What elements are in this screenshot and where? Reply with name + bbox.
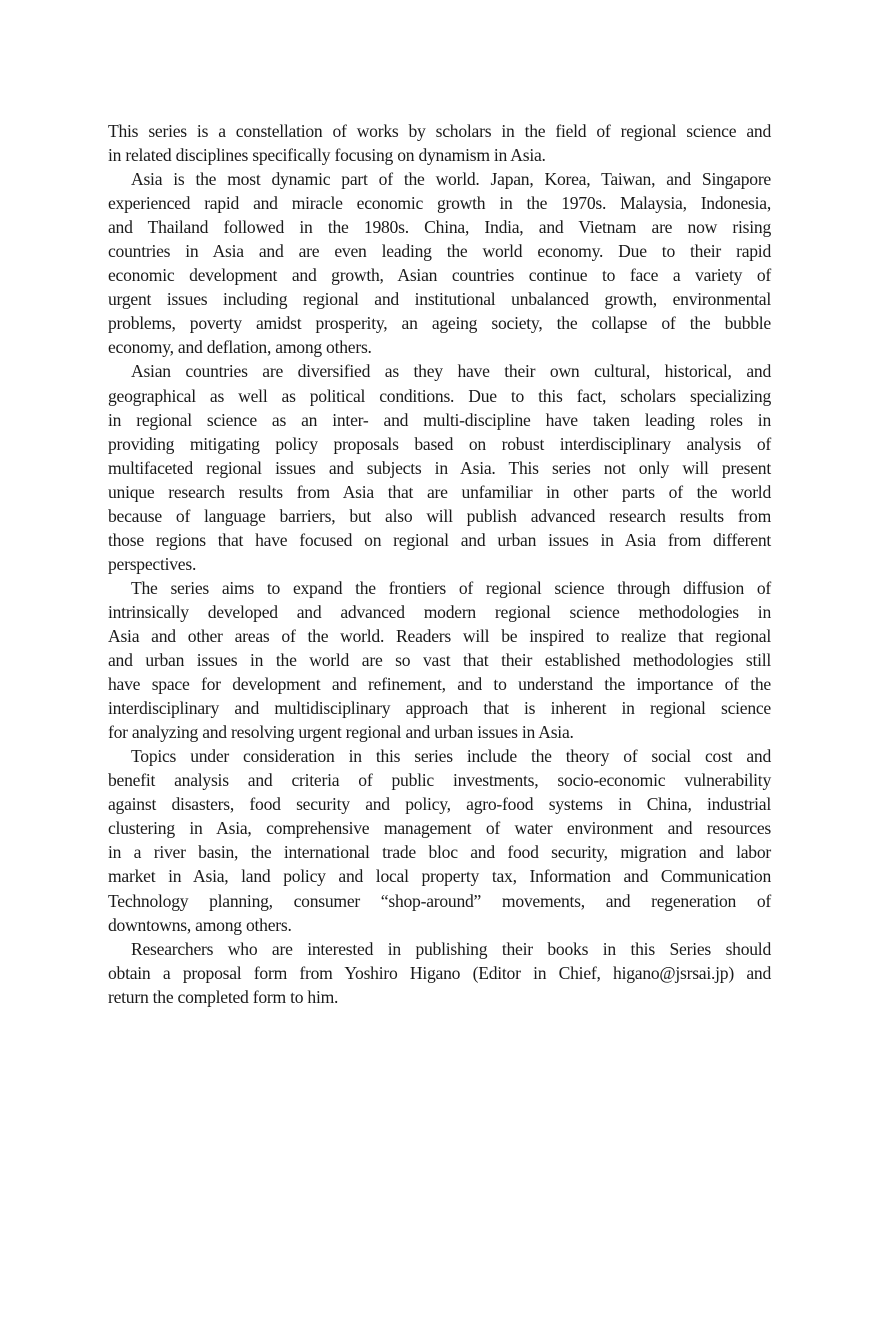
text-line: against disasters, food security and policy, agro-food systems in China, industrial — [108, 794, 771, 815]
text-line: Asia is the most dynamic part of the world. Japan, Korea, Taiwan, and Singapore — [131, 169, 771, 190]
text-line: economic development and growth, Asian countries continue to face a variety of — [108, 265, 771, 286]
text-line: in regional science as an inter- and multi-discipline have taken leading roles in — [108, 409, 771, 430]
paragraph — [108, 167, 771, 359]
text-line: have space for development and refinement, and to understand the importance of the — [108, 674, 771, 695]
text-line: interdisciplinary and multidisciplinary approach that is inherent in regional science — [108, 698, 771, 719]
text-line: Topics under consideration in this series include the theory of social cost and — [131, 746, 771, 767]
text-line: perspectives. — [108, 553, 197, 574]
text-line: providing mitigating policy proposals based on robust interdisciplinary analysis of — [108, 433, 771, 454]
paragraph — [108, 576, 771, 744]
text-line: multifaceted regional issues and subjects in Asia. This series not only will present — [108, 457, 771, 478]
text-line: experienced rapid and miracle economic growth in the 1970s. Malaysia, Indonesia, — [108, 193, 771, 214]
text-line: in a river basin, the international trade bloc and food security, migration and labor — [108, 842, 771, 863]
text-line: unique research results from Asia that are unfamiliar in other parts of the world — [108, 481, 771, 502]
paragraph — [108, 119, 771, 167]
text-line: in related disciplines specifically focusing on dynamism in Asia. — [108, 145, 546, 166]
text-line: Asia and other areas of the world. Readers will be inspired to realize that regional — [108, 625, 771, 646]
text-line: clustering in Asia, comprehensive management of water environment and resources — [108, 818, 771, 839]
text-line: and Thailand followed in the 1980s. China, India, and Vietnam are now rising — [108, 217, 771, 238]
text-line: economy, and deflation, among others. — [108, 337, 372, 358]
text-line: for analyzing and resolving urgent regional and urban issues in Asia. — [108, 722, 574, 743]
text-line: obtain a proposal form from Yoshiro Higano (Editor in Chief, higano@jsrsai.jp) and — [108, 962, 771, 983]
text-line: Asian countries are diversified as they have their own cultural, historical, and — [131, 361, 771, 382]
paragraph — [108, 744, 771, 936]
text-line: intrinsically developed and advanced modern regional science methodologies in — [108, 601, 771, 622]
text-line: market in Asia, land policy and local property tax, Information and Communication — [108, 866, 771, 887]
text-line: Researchers who are interested in publishing their books in this Series should — [131, 938, 771, 959]
text-line: and urban issues in the world are so vast that their established methodologies still — [108, 650, 771, 671]
text-line: This series is a constellation of works by scholars in the field of regional science and — [108, 121, 771, 141]
text-line: benefit analysis and criteria of public investments, socio-economic vulnerability — [108, 770, 771, 791]
text-line: return the completed form to him. — [108, 986, 339, 1007]
paragraph — [108, 359, 771, 575]
text-line: Technology planning, consumer “shop-around” movements, and regeneration of — [108, 890, 771, 911]
text-line: problems, poverty amidst prosperity, an ageing society, the collapse of the bubble — [108, 313, 771, 334]
document-page — [108, 119, 771, 1009]
text-line: The series aims to expand the frontiers of regional science through diffusion of — [131, 577, 771, 598]
text-line: downtowns, among others. — [108, 914, 292, 935]
text-line: those regions that have focused on regional and urban issues in Asia from different — [108, 529, 771, 550]
text-line: countries in Asia and are even leading the world economy. Due to their rapid — [108, 241, 771, 262]
text-line: because of language barriers, but also will publish advanced research results from — [108, 505, 771, 526]
text-line: geographical as well as political conditions. Due to this fact, scholars specializing — [108, 385, 771, 406]
paragraph — [108, 937, 771, 1009]
text-line: urgent issues including regional and institutional unbalanced growth, environmental — [108, 289, 771, 310]
